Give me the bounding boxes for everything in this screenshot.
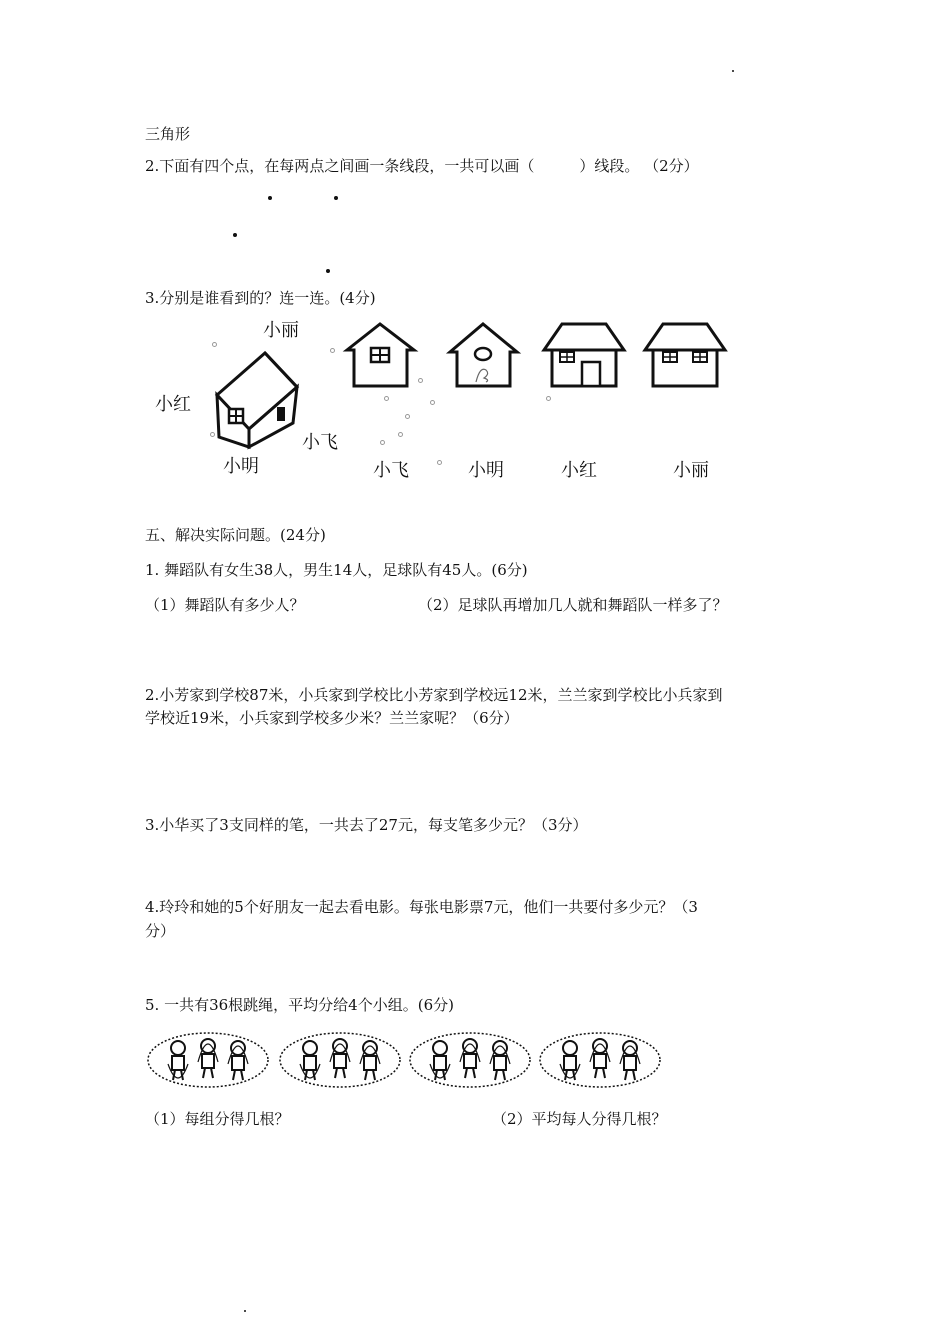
problem-1-text: 1. 舞蹈队有女生38人，男生14人，足球队有45人。(6分) [145, 561, 528, 579]
house-3d-icon [205, 345, 305, 455]
speck [405, 414, 410, 419]
problem-3-text: 3.小华买了3支同样的笔，一共去了27元，每支笔多少元？（3分） [145, 816, 588, 834]
house-view-1-icon [343, 320, 418, 390]
prev-item-text: 三角形 [145, 125, 191, 143]
problem-4-line1: 4.玲玲和她的5个好朋友一起去看电影。每张电影票7元，他们一共要付多少元？（3 [145, 898, 698, 916]
problem-2-line1: 2.小芳家到学校87米，小兵家到学校比小芳家到学校远12米，兰兰家到学校比小兵家到 [145, 686, 723, 704]
speck [437, 460, 442, 465]
q2-text: 2.下面有四个点，在每两点之间画一条线段，一共可以画（ ）线段。 （2分） [145, 157, 699, 175]
answer-label-2: 小明 [468, 460, 504, 481]
problem-5-sub1: （1）每组分得几根？ [145, 1110, 290, 1128]
answer-label-1: 小飞 [373, 460, 409, 481]
kids-group-1-icon [146, 1030, 271, 1090]
house-view-4-icon [643, 320, 728, 390]
stray-mark [732, 70, 734, 72]
speck [418, 378, 423, 383]
viewer-bottom-label: 小明 [223, 456, 259, 477]
viewer-top-label: 小丽 [263, 320, 299, 341]
speck [384, 396, 389, 401]
speck [430, 400, 435, 405]
speck [380, 440, 385, 445]
point-d [326, 269, 330, 273]
point-c [233, 233, 237, 237]
stray-mark [244, 1310, 246, 1312]
kids-group-2-icon [278, 1030, 403, 1090]
speck [398, 432, 403, 437]
speck [330, 348, 335, 353]
q3-text: 3.分别是谁看到的？连一连。(4分) [145, 289, 376, 307]
speck [210, 432, 215, 437]
problem-5-text: 5. 一共有36根跳绳，平均分给4个小组。(6分) [145, 996, 454, 1014]
answer-label-3: 小红 [561, 460, 597, 481]
problem-2-line2: 学校近19米，小兵家到学校多少米？兰兰家呢？（6分） [145, 709, 519, 727]
point-a [268, 196, 272, 200]
house-view-3-icon [542, 320, 627, 390]
viewer-right-label: 小飞 [302, 432, 338, 453]
kids-group-3-icon [408, 1030, 533, 1090]
viewer-left-label: 小红 [155, 394, 191, 415]
kids-group-4-icon [538, 1030, 663, 1090]
house-view-2-icon [446, 320, 521, 390]
problem-4-line2: 分） [145, 922, 176, 940]
problem-5-sub2: （2）平均每人分得几根？ [492, 1110, 667, 1128]
point-b [334, 196, 338, 200]
problem-1-sub2: （2）足球队再增加几人就和舞蹈队一样多了？ [418, 596, 728, 614]
speck [212, 342, 217, 347]
section-title: 五、解决实际问题。(24分) [145, 526, 326, 544]
problem-1-sub1: （1）舞蹈队有多少人？ [145, 596, 305, 614]
speck [546, 396, 551, 401]
answer-label-4: 小丽 [673, 460, 709, 481]
